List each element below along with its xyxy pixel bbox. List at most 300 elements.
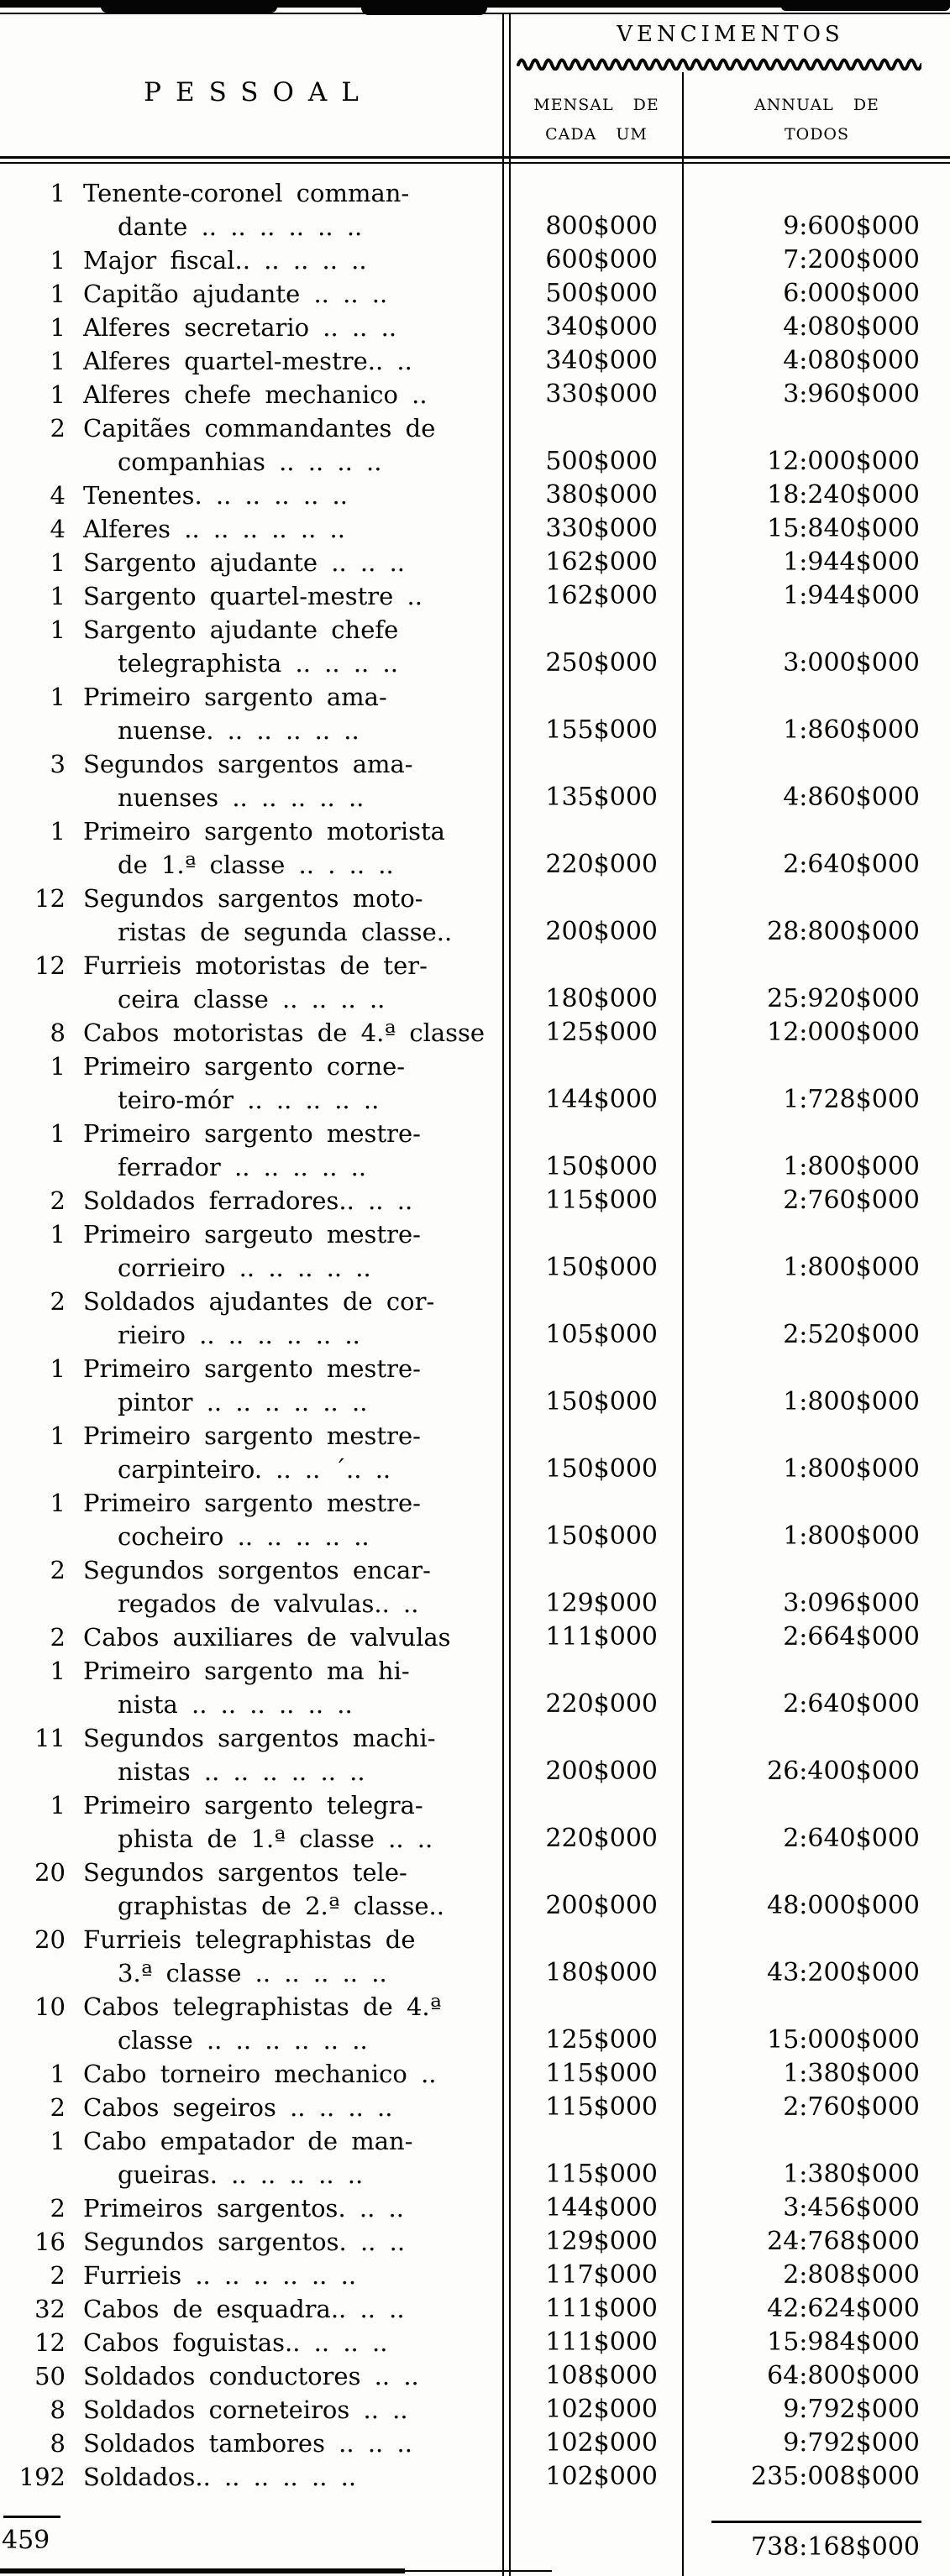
row-mensal-amount: 102$000 [545,2428,658,2458]
row-mensal-amount: 102$000 [545,2462,658,2491]
row-mensal-amount: 330$000 [545,514,658,543]
row-quantity: 1 [50,347,66,375]
table-row [0,1620,950,1654]
total-annual-amount: 738:168$000 [751,2532,920,2562]
table-row [0,2191,950,2225]
table-row [0,1990,950,2057]
table-row [0,411,950,479]
description-line: Tenente-coronel comman- [83,179,410,207]
description-line: ceira classe .. .. .. .. [118,985,386,1013]
row-description [71,1285,504,1352]
row-quantity: 3 [50,750,66,778]
row-description [71,2292,504,2326]
row-description [71,613,504,680]
row-quantity: 2 [50,1623,66,1652]
description-line: nuenses .. .. .. .. .. [118,783,365,812]
row-description [71,1184,504,1217]
row-description [71,2057,504,2091]
row-quantity: 8 [50,1018,66,1047]
row-mensal-amount: 129$000 [545,1589,658,1618]
row-mensal-amount: 117$000 [545,2260,658,2290]
description-line: nistas .. .. .. .. .. .. [118,1757,365,1786]
description-line: 3.ª classe .. .. .. .. .. [118,1959,387,1987]
table-row [0,882,950,949]
table-row [0,311,950,344]
row-mensal-amount: 600$000 [545,245,658,275]
row-quantity: 1 [50,1657,66,1685]
row-quantity: 1 [50,582,66,610]
table-row [0,344,950,378]
row-mensal-amount: 330$000 [545,380,658,409]
table-row [0,1923,950,1990]
row-description [71,2460,504,2494]
row-description [71,277,504,311]
mensal-header-line2: CADA UM [545,125,648,144]
description-line: Cabos segeiros .. .. .. .. [83,2093,393,2122]
description-line: Alferes secretario .. .. .. [83,313,397,342]
table-row [0,1117,950,1184]
table-row [0,1285,950,1352]
row-annual-amount: 43:200$000 [767,1958,920,1987]
description-line: Primeiro sargento corne- [83,1052,406,1081]
row-annual-amount: 64:800$000 [767,2361,920,2390]
description-line: Soldados conductores .. .. [83,2362,419,2390]
description-line: gueiras. .. .. .. .. .. [118,2160,364,2189]
table-row [0,277,950,311]
description-line: Capitão ajudante .. .. .. [83,280,388,308]
table-row [0,1419,950,1486]
table-row [0,1217,950,1285]
description-line: Primeiro sargento ama- [83,683,387,711]
row-annual-amount: 4:860$000 [783,783,920,812]
row-quantity: 10 [34,1992,66,2021]
row-annual-amount: 1:380$000 [783,2160,920,2189]
row-description [71,882,504,949]
description-line: Alferes chefe mechanico .. [83,380,428,409]
row-mensal-amount: 150$000 [545,1253,658,1282]
row-mensal-amount: 111$000 [545,2294,658,2323]
table-row [0,2091,950,2124]
table-row [0,814,950,882]
row-annual-amount: 2:760$000 [783,1186,920,1215]
description-line: Soldados tambores .. .. .. [83,2429,412,2458]
row-description [71,1721,504,1788]
row-description [71,411,504,479]
description-line: Segundos sargentos tele- [83,1858,407,1887]
row-annual-amount: 3:000$000 [783,648,920,678]
description-line: graphistas de 2.ª classe.. [118,1892,444,1920]
description-line: Cabo torneiro mechanico .. [83,2060,437,2088]
row-mensal-amount: 800$000 [545,212,658,241]
row-annual-amount: 7:200$000 [783,245,920,275]
row-description [71,1553,504,1620]
row-annual-amount: 1:380$000 [783,2059,920,2088]
row-quantity: 1 [50,1119,66,1148]
row-description [71,1923,504,1990]
row-quantity: 50 [34,2362,66,2390]
row-annual-amount: 1:944$000 [783,547,920,577]
sum-rule-left [3,2516,60,2518]
row-mensal-amount: 180$000 [545,1958,658,1987]
description-line: corrieiro .. .. .. .. .. [118,1254,371,1282]
description-line: Furrieis telegraphistas de [83,1925,416,1954]
row-description [71,344,504,378]
table-row [0,747,950,814]
table-row [0,2427,950,2460]
table-row [0,243,950,277]
row-description [71,2359,504,2393]
description-line: Cabos foguistas.. .. .. .. [83,2328,388,2357]
description-line: cocheiro .. .. .. .. .. [118,1522,370,1551]
row-mensal-amount: 115$000 [545,2092,658,2122]
table-row [0,378,950,411]
row-quantity: 2 [50,414,66,442]
description-line: Major fiscal.. .. .. .. .. [83,246,367,275]
description-line: Alferes .. .. .. .. .. .. [83,515,345,543]
row-mensal-amount: 115$000 [545,1186,658,1215]
description-line: Furrieis .. .. .. .. .. .. [83,2261,357,2290]
row-quantity: 1 [50,817,66,846]
row-quantity: 8 [50,2429,66,2458]
row-description [71,1352,504,1419]
vencimentos-header: VENCIMENTOS [617,22,844,47]
row-description [71,2393,504,2427]
row-description [71,2225,504,2259]
table-row [0,479,950,512]
row-quantity: 20 [34,1858,66,1887]
row-annual-amount: 9:792$000 [783,2428,920,2458]
table-row [0,2326,950,2359]
row-quantity: 1 [50,615,66,644]
row-mensal-amount: 135$000 [545,783,658,812]
description-line: ferrador .. .. .. .. .. [118,1153,367,1181]
row-description [71,2091,504,2124]
row-quantity: 2 [50,1287,66,1316]
table-row [0,1553,950,1620]
table-row [0,1184,950,1217]
row-description [71,311,504,344]
description-line: Capitães commandantes de [83,414,436,442]
row-mensal-amount: 200$000 [545,1757,658,1786]
row-quantity: 4 [50,515,66,543]
row-mensal-amount: 102$000 [545,2395,658,2424]
description-line: Primeiros sargentos. .. .. [83,2194,404,2223]
row-quantity: 1 [50,179,66,207]
row-annual-amount: 15:840$000 [767,514,920,543]
table-row [0,949,950,1016]
table-row [0,546,950,579]
row-quantity: 1 [50,380,66,409]
description-line: Sargento ajudante .. .. .. [83,548,406,577]
description-line: Primeiro sargento mestre- [83,1354,421,1383]
table-row [0,2225,950,2259]
description-line: Cabos auxiliares de valvulas [83,1623,451,1652]
header-double-rule [0,162,950,164]
row-description [71,1117,504,1184]
row-mensal-amount: 111$000 [545,2327,658,2357]
row-quantity: 1 [50,1489,66,1517]
row-mensal-amount: 150$000 [545,1387,658,1416]
row-quantity: 1 [50,2060,66,2088]
top-rule [0,13,950,14]
description-line: Primeiro sargento ma hi- [83,1657,410,1685]
row-annual-amount: 6:000$000 [783,279,920,308]
row-annual-amount: 12:000$000 [767,447,920,476]
row-annual-amount: 24:768$000 [767,2227,920,2256]
description-line: Segundos sargentos machi- [83,1724,436,1752]
row-annual-amount: 3:096$000 [783,1589,920,1618]
row-annual-amount: 2:664$000 [783,1622,920,1652]
row-quantity: 2 [50,2093,66,2122]
row-description [71,747,504,814]
row-quantity: 1 [50,548,66,577]
row-description [71,1990,504,2057]
mensal-column-header [511,91,682,149]
table-row [0,2292,950,2326]
row-annual-amount: 9:792$000 [783,2395,920,2424]
row-annual-amount: 2:760$000 [783,2092,920,2122]
row-description [71,814,504,882]
table-row [0,613,950,680]
description-line: Primeiro sargeuto mestre- [83,1220,421,1249]
description-line: Soldados corneteiros .. .. [83,2395,408,2424]
row-quantity: 2 [50,2261,66,2290]
description-line: Cabos de esquadra.. .. .. [83,2295,405,2323]
row-description [71,2427,504,2460]
table-row [0,176,950,243]
row-annual-amount: 235:008$000 [751,2462,920,2491]
row-mensal-amount: 125$000 [545,1018,658,1047]
row-mensal-amount: 125$000 [545,2025,658,2055]
row-mensal-amount: 144$000 [545,1085,658,1114]
row-description [71,512,504,546]
row-annual-amount: 15:984$000 [767,2327,920,2357]
row-mensal-amount: 500$000 [545,447,658,476]
row-annual-amount: 48:000$000 [767,1891,920,1920]
row-annual-amount: 28:800$000 [767,917,920,946]
row-quantity: 4 [50,481,66,510]
description-line: Sargento ajudante chefe [83,615,399,644]
row-quantity: 8 [50,2395,66,2424]
description-line: Alferes quartel-mestre.. .. [83,347,412,375]
row-mensal-amount: 162$000 [545,547,658,577]
row-quantity: 12 [34,884,66,913]
description-line: Soldados ajudantes de cor- [83,1287,435,1316]
row-description [71,479,504,512]
row-quantity: 1 [50,246,66,275]
table-row [0,1352,950,1419]
row-description [71,680,504,747]
annual-column-header [684,91,950,149]
description-line: dante .. .. .. .. .. .. [118,212,363,241]
description-line: Cabo empatador de man- [83,2127,413,2155]
bottom-rule [405,2570,552,2572]
row-annual-amount: 2:640$000 [783,1689,920,1719]
row-mensal-amount: 500$000 [545,279,658,308]
row-description [71,378,504,411]
description-line: ristas de segunda classe.. [118,918,453,946]
row-annual-amount: 12:000$000 [767,1018,920,1047]
row-mensal-amount: 150$000 [545,1521,658,1551]
row-quantity: 1 [50,1791,66,1819]
row-quantity: 1 [50,2127,66,2155]
row-quantity: 192 [18,2463,66,2491]
row-mensal-amount: 129$000 [545,2227,658,2256]
row-mensal-amount: 144$000 [545,2193,658,2223]
row-quantity: 1 [50,1220,66,1249]
row-quantity: 12 [34,2328,66,2357]
row-description [71,1050,504,1117]
row-quantity: 16 [34,2228,66,2256]
description-line: Furrieis motoristas de ter- [83,951,428,980]
row-annual-amount: 1:860$000 [783,715,920,745]
row-quantity: 1 [50,313,66,342]
table-body [0,176,950,2494]
description-line: Primeiro sargento mestre- [83,1422,421,1450]
description-line: Cabos motoristas de 4.ª classe [83,1018,485,1047]
row-mensal-amount: 340$000 [545,346,658,375]
table-row [0,512,950,546]
totals-row [0,2500,950,2576]
row-quantity: 2 [50,2194,66,2223]
table-row [0,1016,950,1050]
table-row [0,1856,950,1923]
row-mensal-amount: 150$000 [545,1152,658,1181]
row-mensal-amount: 200$000 [545,1891,658,1920]
description-line: Primeiro sargento motorista [83,817,445,846]
row-mensal-amount: 111$000 [545,1622,658,1652]
row-description [71,2259,504,2292]
description-line: Segundos sargentos. .. .. [83,2228,406,2256]
table-row [0,1486,950,1553]
table-row [0,2259,950,2292]
row-description [71,1620,504,1654]
row-description [71,579,504,613]
row-mensal-amount: 200$000 [545,917,658,946]
row-mensal-amount: 250$000 [545,648,658,678]
row-quantity: 1 [50,1422,66,1450]
row-annual-amount: 25:920$000 [767,984,920,1013]
description-line: Sargento quartel-mestre .. [83,582,423,610]
row-quantity: 2 [50,1186,66,1215]
row-description [71,1788,504,1856]
row-description [71,2326,504,2359]
row-description [71,1856,504,1923]
wavy-rule [517,55,921,71]
row-annual-amount: 1:944$000 [783,581,920,610]
table-row [0,2057,950,2091]
row-annual-amount: 1:800$000 [783,1454,920,1484]
description-line: Soldados ferradores.. .. .. [83,1186,413,1215]
row-mensal-amount: 108$000 [545,2361,658,2390]
annual-header-line2: TODOS [784,125,850,144]
page-tear-edge [781,0,950,11]
row-description [71,2124,504,2191]
row-annual-amount: 3:960$000 [783,380,920,409]
row-annual-amount: 4:080$000 [783,346,920,375]
description-line: Primeiro sargento mestre- [83,1119,421,1148]
description-line: telegraphista .. .. .. .. [118,649,398,678]
row-quantity: 32 [34,2295,66,2323]
description-line: carpinteiro. .. .. ´.. .. [118,1455,391,1484]
description-line: de 1.ª classe .. . .. .. [118,851,394,879]
description-line: nuense. .. .. .. .. .. [118,716,360,745]
description-line: phista de 1.ª classe .. .. [118,1825,433,1853]
description-line: nista .. .. .. .. .. .. [118,1690,353,1719]
row-annual-amount: 1:728$000 [783,1085,920,1114]
row-annual-amount: 4:080$000 [783,312,920,342]
row-description [71,1016,504,1050]
table-row [0,2124,950,2191]
description-line: Segundos sorgentos encar- [83,1556,431,1584]
row-quantity: 11 [34,1724,66,1752]
row-description [71,2191,504,2225]
row-quantity: 1 [50,1354,66,1383]
row-mensal-amount: 180$000 [545,984,658,1013]
row-description [71,243,504,277]
description-line: Soldados.. .. .. .. .. .. [83,2463,357,2491]
row-description [71,1654,504,1721]
row-mensal-amount: 150$000 [545,1454,658,1484]
row-annual-amount: 2:640$000 [783,1824,920,1853]
row-mensal-amount: 115$000 [545,2059,658,2088]
row-annual-amount: 3:456$000 [783,2193,920,2223]
mensal-header-line1: MENSAL DE [533,96,659,114]
annual-header-line1: ANNUAL DE [754,96,879,114]
row-annual-amount: 1:800$000 [783,1387,920,1416]
bottom-rule [0,2568,405,2573]
row-quantity: 1 [50,1052,66,1081]
row-mensal-amount: 380$000 [545,480,658,510]
row-annual-amount: 42:624$000 [767,2294,920,2323]
row-annual-amount: 2:808$000 [783,2260,920,2290]
description-line: Cabos telegraphistas de 4.ª [83,1992,442,2021]
table-row [0,2393,950,2427]
table-row [0,2359,950,2393]
description-line: Segundos sargentos moto- [83,884,423,913]
description-line: Segundos sargentos ama- [83,750,413,778]
row-quantity: 1 [50,683,66,711]
row-annual-amount: 2:520$000 [783,1320,920,1349]
row-annual-amount: 18:240$000 [767,480,920,510]
table-row [0,1050,950,1117]
row-quantity: 12 [34,951,66,980]
description-line: classe .. .. .. .. .. .. [118,2026,368,2055]
description-line: Tenentes. .. .. .. .. .. [83,481,348,510]
description-line: Primeiro sargento mestre- [83,1489,421,1517]
row-description [71,1217,504,1285]
row-mensal-amount: 220$000 [545,1824,658,1853]
table-row [0,1788,950,1856]
row-annual-amount: 15:000$000 [767,2025,920,2055]
row-annual-amount: 1:800$000 [783,1253,920,1282]
header-double-rule [0,156,950,159]
pessoal-column-header: PESSOAL [144,77,373,107]
row-mensal-amount: 340$000 [545,312,658,342]
description-line: companhias .. .. .. .. [118,448,382,476]
table-row [0,1654,950,1721]
row-quantity: 20 [34,1925,66,1954]
row-mensal-amount: 115$000 [545,2160,658,2189]
page-tear-edge [101,0,277,13]
row-mensal-amount: 155$000 [545,715,658,745]
table-row [0,1721,950,1788]
description-line: Primeiro sargento telegra- [83,1791,423,1819]
row-annual-amount: 1:800$000 [783,1521,920,1551]
row-annual-amount: 1:800$000 [783,1152,920,1181]
row-description [71,176,504,243]
sum-rule-right [711,2521,921,2523]
